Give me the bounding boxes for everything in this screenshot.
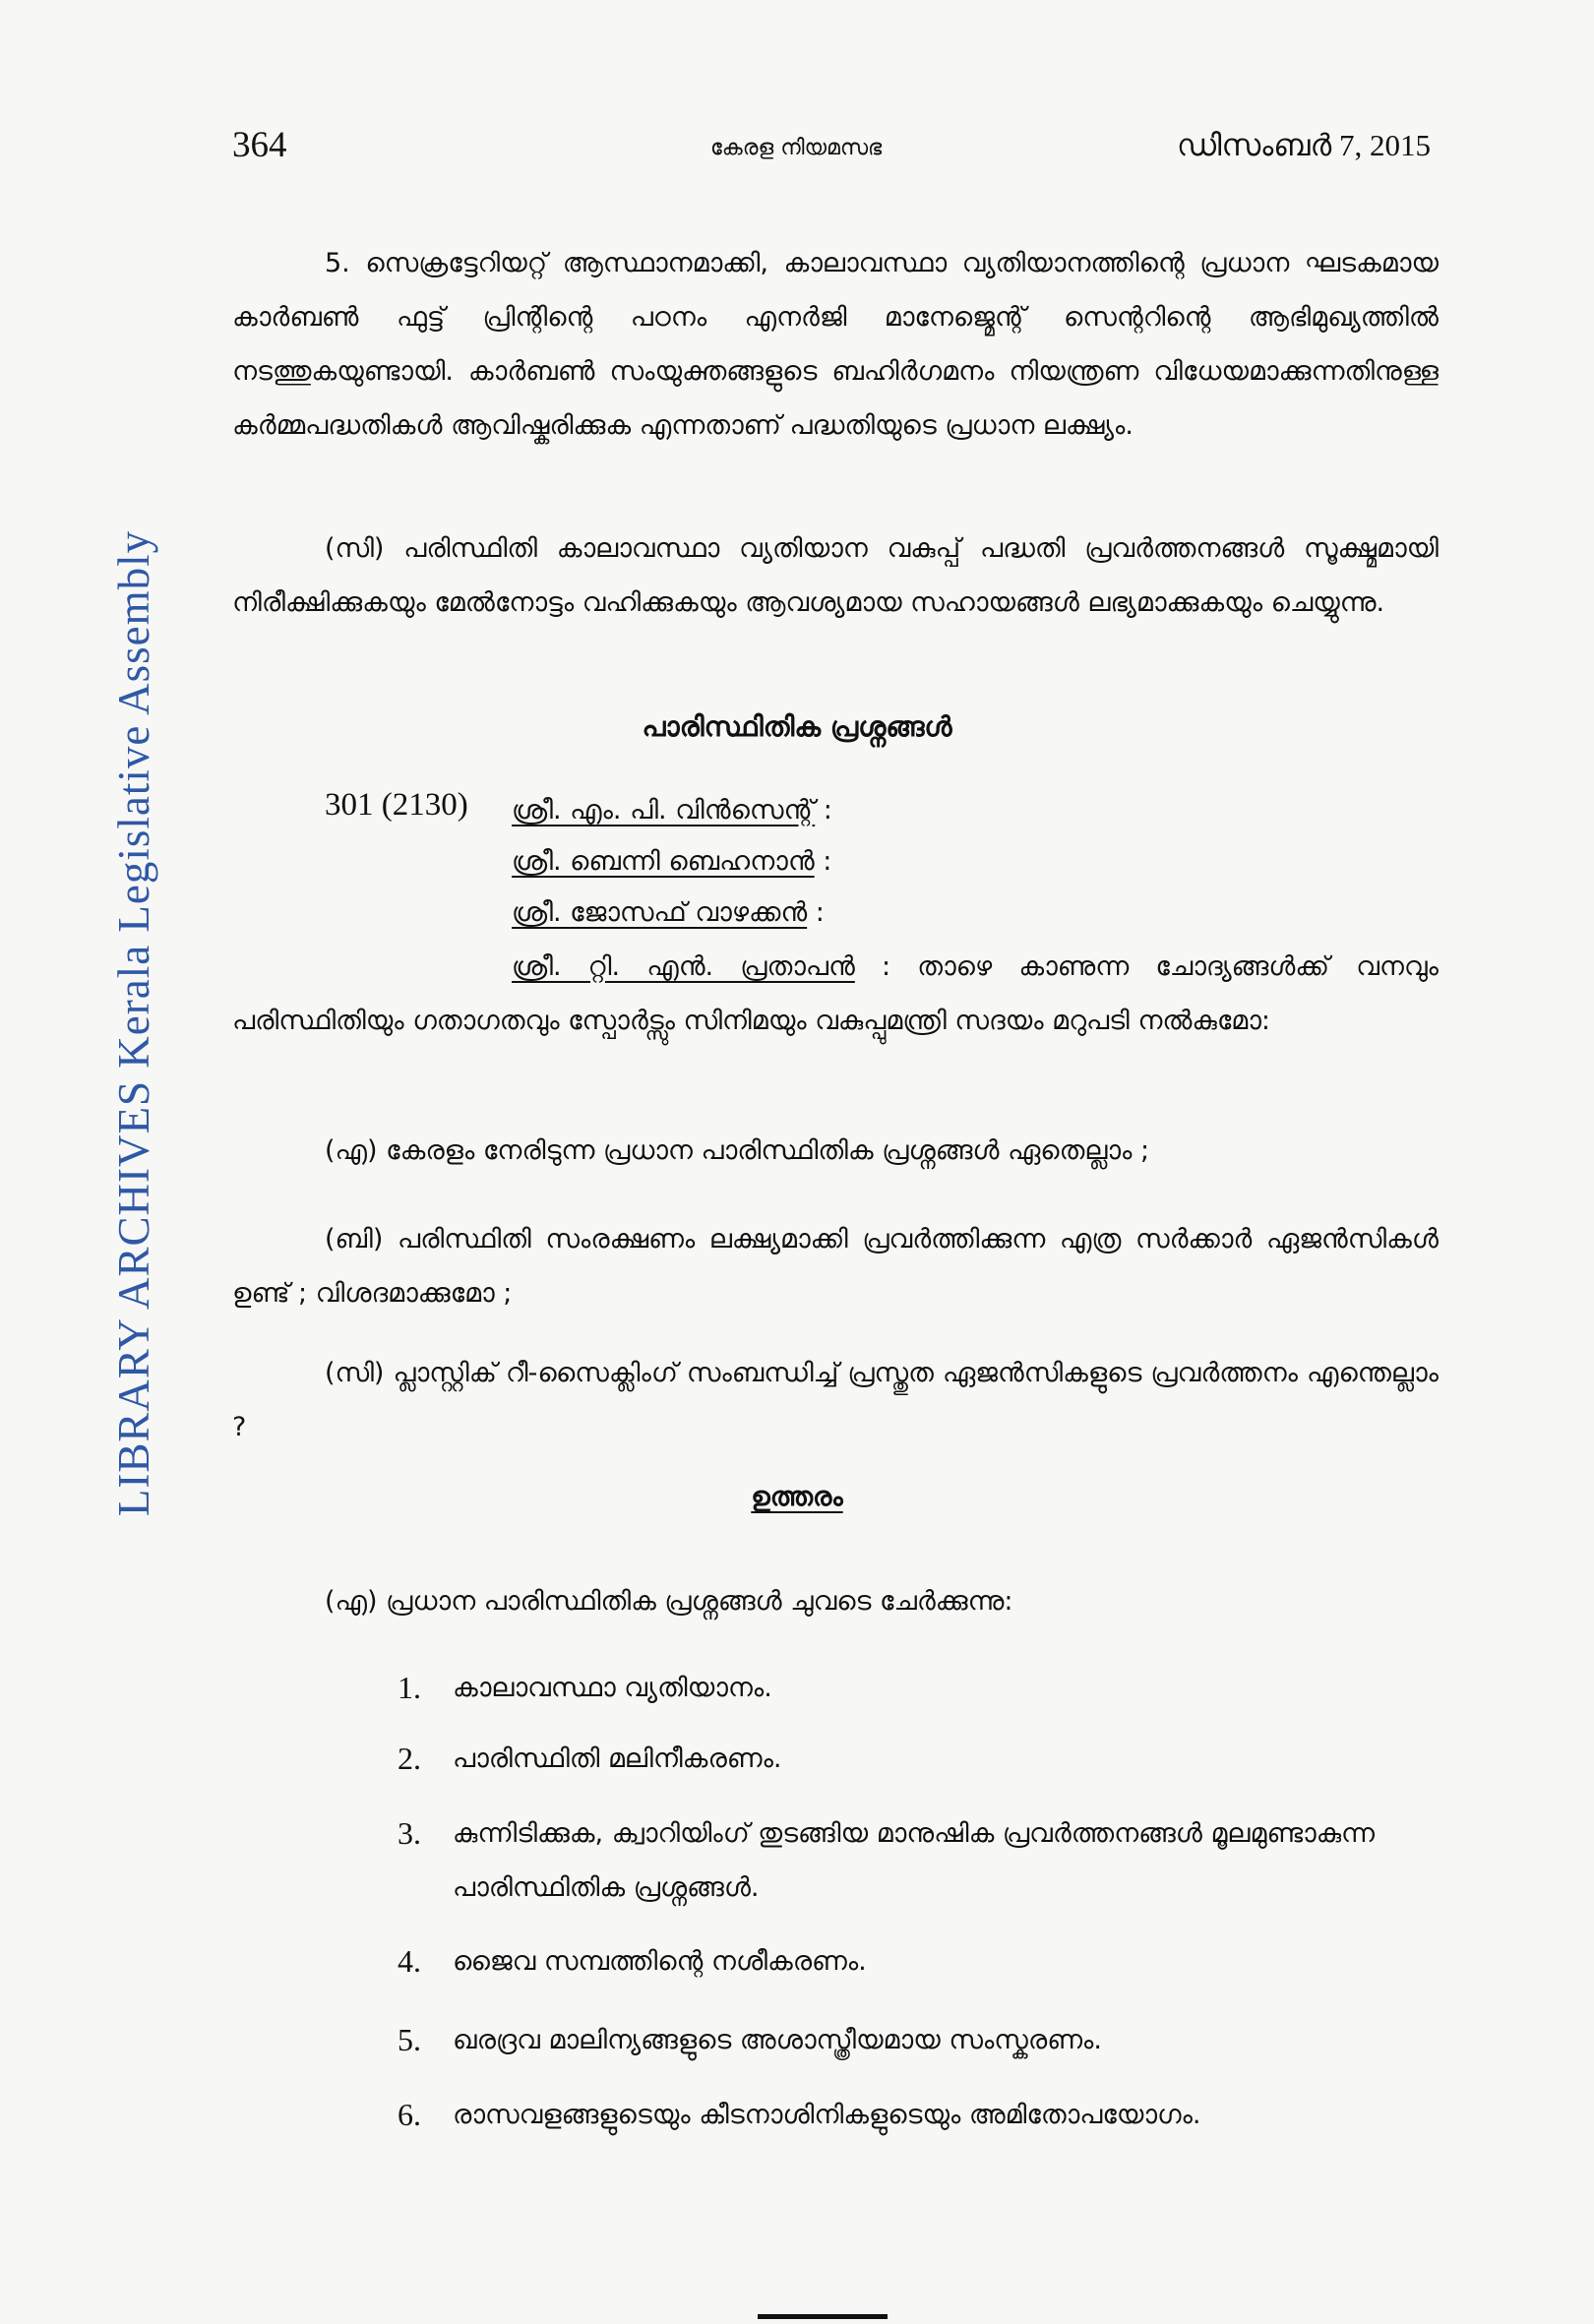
section-title: പാരിസ്ഥിതിക പ്രശ്നങ്ങൾ — [642, 710, 952, 743]
member-name-text: ശ്രീ. റ്റി. എൻ. പ്രതാപൻ — [512, 951, 855, 982]
paragraph-monitoring: (സി) പരിസ്ഥിതി കാലാവസ്ഥാ വ്യതിയാന വകുപ്പ് പദ്ധതി പ്രവർത്തനങ്ങൾ സൂക്ഷ്മമായി നിരീക്ഷിക്കുകയും മേൽനോട്ടം വഹിക്കുകയും ആവശ്യമായ സഹായങ്ങൾ ലഭ്യമാക്കുകയും ചെയ്യുന്നു. — [232, 533, 1439, 618]
list-item-number: 6. — [398, 2097, 421, 2132]
member-name — [512, 897, 825, 929]
list-item — [398, 1934, 1441, 1988]
page-number: 364 — [232, 125, 287, 165]
member-name-text: ശ്രീ. ജോസഫ് വാഴക്കൻ — [512, 897, 808, 928]
page-date: ഡിസംബർ 7, 2015 — [1177, 128, 1431, 162]
member-name-text: ശ്രീ. എം. പി. വിൻസെന്റ് — [512, 795, 816, 826]
list-item — [398, 2013, 1441, 2067]
answer-intro: (എ) പ്രധാന പാരിസ്ഥിതിക പ്രശ്നങ്ങൾ ചുവടെ ചേർക്കുന്നു: — [325, 1586, 1013, 1617]
answer-title-text: ഉത്തരം — [751, 1482, 843, 1512]
list-item-text: പാരിസ്ഥിതി മലിനീകരണം. — [453, 1743, 782, 1774]
archive-watermark: LIBRARY ARCHIVES Kerala Legislative Assembly — [109, 529, 158, 1517]
list-item — [398, 1661, 1441, 1715]
list-item-number: 4. — [398, 1943, 421, 1979]
question-c: (സി) പ്ലാസ്റ്റിക് റീ-സൈക്ലിംഗ് സംബന്ധിച്ച് പ്രസ്തുത ഏജൻസികളുടെ പ്രവർത്തനം എന്തെല്ലാം ? — [232, 1358, 1439, 1442]
question-intro — [232, 940, 1439, 1048]
list-item-number: 1. — [398, 1670, 421, 1705]
list-item-text: കുന്നിടിക്കുക, ക്വാറിയിംഗ് തുടങ്ങിയ മാനുഷിക പ്രവർത്തനങ്ങൾ മൂലമുണ്ടാകുന്ന പാരിസ്ഥിതിക പ്രശ്നങ്ങൾ. — [453, 1818, 1376, 1903]
list-item-text: കാലാവസ്ഥാ വ്യതിയാനം. — [453, 1673, 772, 1703]
member-name-text: ശ്രീ. ബെന്നി ബെഹനാൻ — [512, 846, 815, 877]
list-item-number: 5. — [398, 2022, 421, 2057]
member-sep: : — [814, 846, 832, 877]
list-item-number: 3. — [398, 1815, 421, 1851]
list-item-number: 2. — [398, 1741, 421, 1776]
answer-title — [0, 1482, 1594, 1513]
list-item-text: ജൈവ സമ്പത്തിന്റെ നശീകരണം. — [453, 1946, 867, 1977]
question-intro-text: താഴെ കാണുന്ന ചോദ്യങ്ങൾക്ക് വനവും പരിസ്ഥിതിയും ഗതാഗതവും സ്പോർട്സും സിനിമയും വകുപ്പുമന്ത്രി സദയം മറുപടി നൽകുമോ: — [232, 951, 1439, 1036]
paragraph-carbon-footprint: 5. സെക്രട്ടേറിയറ്റ് ആസ്ഥാനമാക്കി, കാലാവസ്ഥാ വ്യതിയാനത്തിന്റെ പ്രധാന ഘടകമായ കാർബൺ ഫുട്ട് പ്രിന്റിന്റെ പഠനം എനർജി മാനേജ്മെന്റ് സെന്ററിന്റെ ആഭിമുഖ്യത്തിൽ നടത്തുകയുണ്ടായി. കാർബൺ സംയുക്തങ്ങളുടെ ബഹിർഗമനം നിയന്ത്രണ വിധേയമാക്കുന്നതിനുള്ള കർമ്മപദ്ധതികൾ ആവിഷ്കരിക്കുക എന്നതാണ് പദ്ധതിയുടെ പ്രധാന ലക്ഷ്യം. — [232, 248, 1439, 441]
question-a: (എ) കേരളം നേരിടുന്ന പ്രധാന പാരിസ്ഥിതിക പ്രശ്നങ്ങൾ ഏതെല്ലാം ; — [325, 1135, 1150, 1166]
list-item-text: ഖരദ്രവ മാലിന്യങ്ങളുടെ അശാസ്ത്രീയമായ സംസ്കരണം. — [453, 2025, 1102, 2055]
member-name — [512, 846, 831, 878]
list-item-text: രാസവളങ്ങളുടെയും കീടനാശിനികളുടെയും അമിതോപയോഗം. — [453, 2100, 1201, 2130]
question-number: 301 (2130) — [325, 787, 468, 823]
member-sep: : — [807, 897, 825, 928]
list-item — [398, 1806, 1441, 1915]
question-b: (ബി) പരിസ്ഥിതി സംരക്ഷണം ലക്ഷ്യമാക്കി പ്രവർത്തിക്കുന്ന എത്ര സർക്കാർ ഏജൻസികൾ ഉണ്ട് ; വിശദമാക്കുമോ ; — [232, 1224, 1439, 1309]
bottom-divider — [758, 2314, 888, 2319]
running-title: കേരള നിയമസഭ — [710, 136, 883, 160]
member-sep: : — [815, 795, 832, 826]
member-name — [512, 795, 832, 826]
list-item — [398, 1732, 1441, 1786]
list-item — [398, 2088, 1441, 2142]
member-sep: : — [854, 951, 891, 982]
